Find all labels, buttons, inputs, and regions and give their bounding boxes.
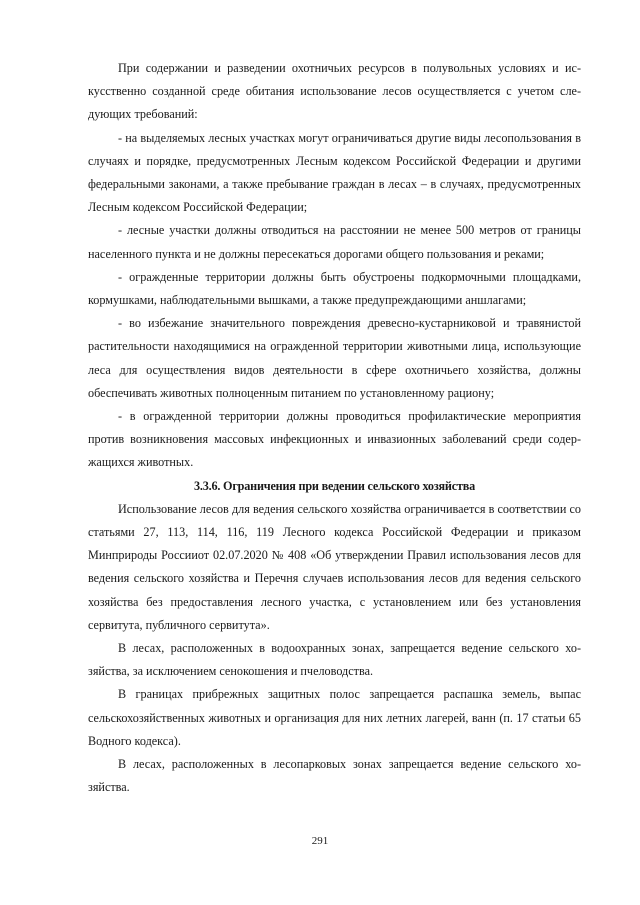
section-heading: 3.3.6. Ограничения при ведении сельского хозяйства	[193, 478, 476, 493]
paragraph-water-protection-zones: В лесах, расположенных в водоохранных зонах, запрещается ведение сельского хозяйства, за исключением сенокошения и пчеловодства.	[88, 641, 581, 679]
list-item-distance-requirement: - лесные участки должны отводиться на расстоянии не менее 500 метров от границы населенного пункта и не должны пересекаться дорогами общего пользования и реками;	[88, 223, 581, 261]
page-content	[88, 57, 581, 800]
list-item-fenced-equipment: - огражденные территории должны быть обустроены подкормочными площадками, кормушками, наблюдательными вышками, а также предупреждающими аншлагами;	[88, 269, 581, 308]
paragraph-intro: При содержании и разведении охотничьих ресурсов в полувольных условиях и искусственно созданной среде обитания использование лесов осуществляется с учетом следующих требований:	[88, 61, 581, 122]
paragraph-forest-park-zones: В лесах, расположенных в лесопарковых зонах запрещается ведение сельского хозяйства.	[88, 757, 581, 795]
list-item-animal-feeding: - во избежание значительного повреждения древесно-кустарниковой и травянистой растительности находящимися на огражденной территории животными лица, использующие леса для осуществления видов деятельности в сфере охотничьего хозяйства, должны обеспечивать животных полноценным питанием по установленному рациону;	[88, 316, 581, 400]
list-item-forest-use-limits: - на выделяемых лесных участках могут ограничиваться другие виды лесопользования в случаях и порядке, предусмотренных Лесным кодексом Российской Федерации и другими федеральными законами, а также пребывание граждан в лесах – в случаях, предусмотренных Лесным кодексом Российской Федерации;	[88, 130, 581, 215]
paragraph-legal-basis: Использование лесов для ведения сельского хозяйства ограничивается в соответствии со статьями 27, 113, 114, 116, 119 Лесного кодекса Российской Федерации и приказом Минприроды Россииот 02.07.2020 № 408 «Об утверждении Правил использования лесов для ведения сельского хозяйства и Перечня случаев использования лесов для ведения сельского хозяйства без предоставления лесного участка, с установлением или без установления сервитута, публичного сервитута».	[88, 501, 581, 632]
paragraph-coastal-strips: В границах прибрежных защитных полос запрещается распашка земель, выпас сельскохозяйственных животных и организация для них летних лагерей, ванн (п. 17 статьи 65 Водного кодекса).	[88, 687, 581, 748]
list-item-disease-prevention: - в огражденной территории должны проводиться профилактические мероприятия против возникновения массовых инфекционных и инвазионных заболеваний среди содержащихся животных.	[88, 409, 581, 470]
page-number: 291	[311, 835, 329, 847]
